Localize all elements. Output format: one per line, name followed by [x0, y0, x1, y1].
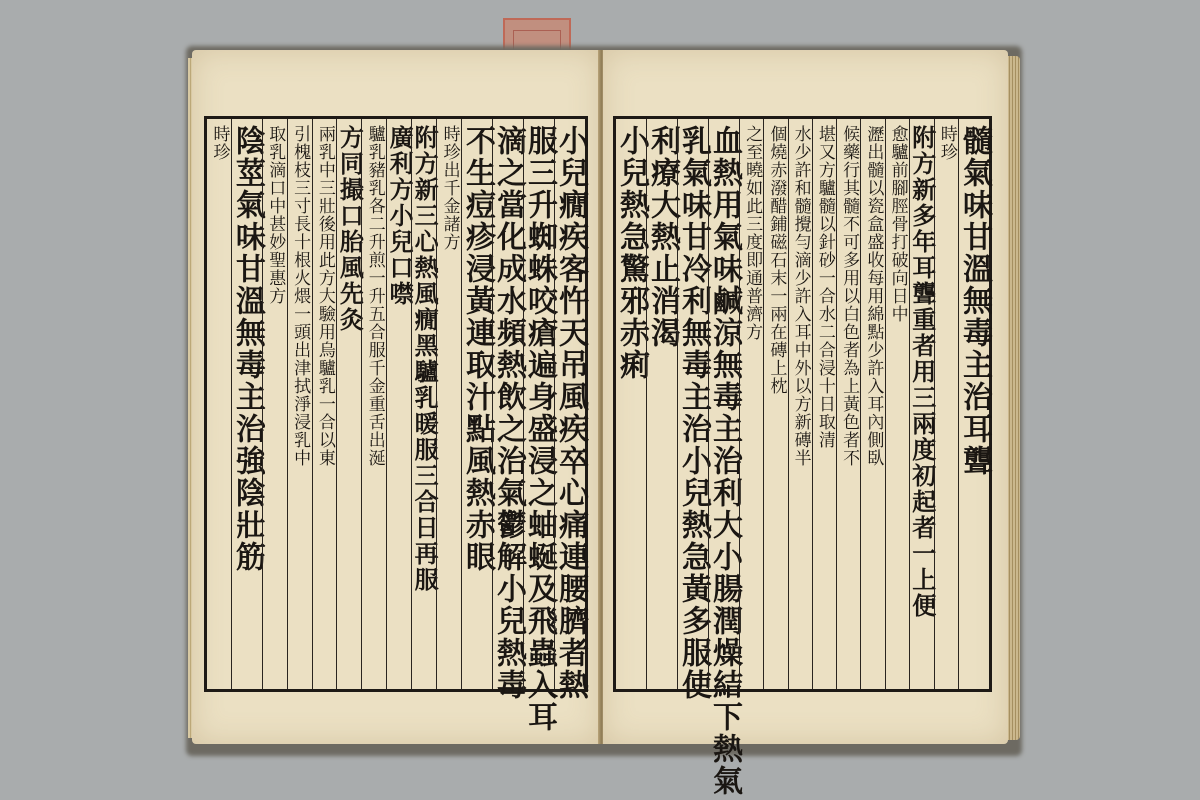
column-text: 乳氣味甘冷利無毒主治小兒熱急黃多服使 [676, 125, 711, 701]
column-text: 愈驢前腳脛骨打破向日中 [887, 125, 908, 323]
text-column [739, 119, 763, 689]
column-text: 個燒赤潑醋鋪磁石末一兩在磚上枕 [766, 125, 787, 395]
text-column [885, 119, 909, 689]
text-column [676, 119, 711, 701]
column-text: 廣利方小兒口噤 [385, 125, 415, 307]
text-column [287, 119, 312, 689]
column-text: 取乳滴口中甚妙聖惠方 [265, 125, 286, 305]
column-text: 方同撮口胎風先灸 [335, 125, 365, 333]
text-column [860, 119, 884, 689]
right-page [603, 50, 1008, 797]
column-text: 小兒癇疾客忤天吊風疾卒心痛連腰臍者熱 [553, 125, 588, 701]
text-column [410, 119, 440, 689]
text-column [491, 119, 526, 701]
left-page [192, 50, 600, 744]
text-column [763, 119, 787, 689]
column-text: 時珍 [209, 125, 230, 161]
text-column [957, 119, 992, 689]
text-column [207, 119, 231, 689]
column-text: 陰莖氣味甘溫無毒主治強陰壯筋 [229, 125, 265, 573]
text-column [553, 119, 588, 701]
right-text-frame [613, 116, 992, 797]
text-column [262, 119, 287, 689]
text-column [460, 119, 495, 689]
column-text: 服三升蜘蛛咬瘡遍身盛浸之蚰蜒及飛蟲入耳 [522, 125, 557, 733]
text-column [788, 119, 812, 689]
text-column [436, 119, 461, 689]
column-text: 之至曉如此三度即通普濟方 [742, 125, 763, 341]
left-text-frame [204, 116, 588, 733]
column-text: 滴之當化成水頻熱飲之治氣鬱解小兒熱毒 [491, 125, 526, 701]
column-text: 附方新多年耳聾重者用三兩度初起者一上便 [907, 125, 937, 619]
text-column [934, 119, 958, 689]
column-text: 時珍出千金諸方 [439, 125, 460, 251]
text-column [645, 119, 680, 689]
column-text: 不生痘疹浸黃連取汁點風熱赤眼 [460, 125, 495, 573]
text-column [812, 119, 836, 689]
column-text: 利療大熱止消渴 [645, 125, 680, 349]
column-text: 時珍 [936, 125, 957, 161]
text-column [335, 119, 365, 689]
column-text: 小兒熱急驚邪赤痢 [614, 125, 649, 381]
text-column [522, 119, 557, 733]
column-text: 瀝出髓以瓷盒盛收每用綿點少許入耳內側臥 [863, 125, 884, 467]
column-text: 驢乳豬乳各二升煎一升五合服千金重舌出涎 [364, 125, 385, 467]
column-text: 引槐枝三寸長十根火煨一頭出津拭淨浸乳中 [290, 125, 311, 467]
column-text: 候藥行其髓不可多用以白色者為上黃色者不 [839, 125, 860, 467]
column-text: 附方新三心熱風癇黑驢乳暖服三合日再服 [410, 125, 440, 593]
text-column [907, 119, 937, 689]
text-column [229, 119, 265, 689]
column-text: 血熱用氣味鹹涼無毒主治利大小腸潤燥結下熱氣 [707, 125, 742, 797]
text-column [836, 119, 860, 689]
text-column [707, 119, 742, 797]
column-text: 堪又方驢髓以針砂一合水二合浸十日取清 [814, 125, 835, 449]
text-column [361, 119, 386, 689]
column-text: 水少許和髓攪勻滴少許入耳中外以方新磚半 [790, 125, 811, 467]
text-column [385, 119, 415, 689]
text-column [614, 119, 649, 689]
column-text: 兩乳中三壯後用此方大驗用烏驢乳一合以東 [314, 125, 335, 467]
column-text: 髓氣味甘溫無毒主治耳聾 [957, 125, 992, 477]
text-column [312, 119, 337, 689]
